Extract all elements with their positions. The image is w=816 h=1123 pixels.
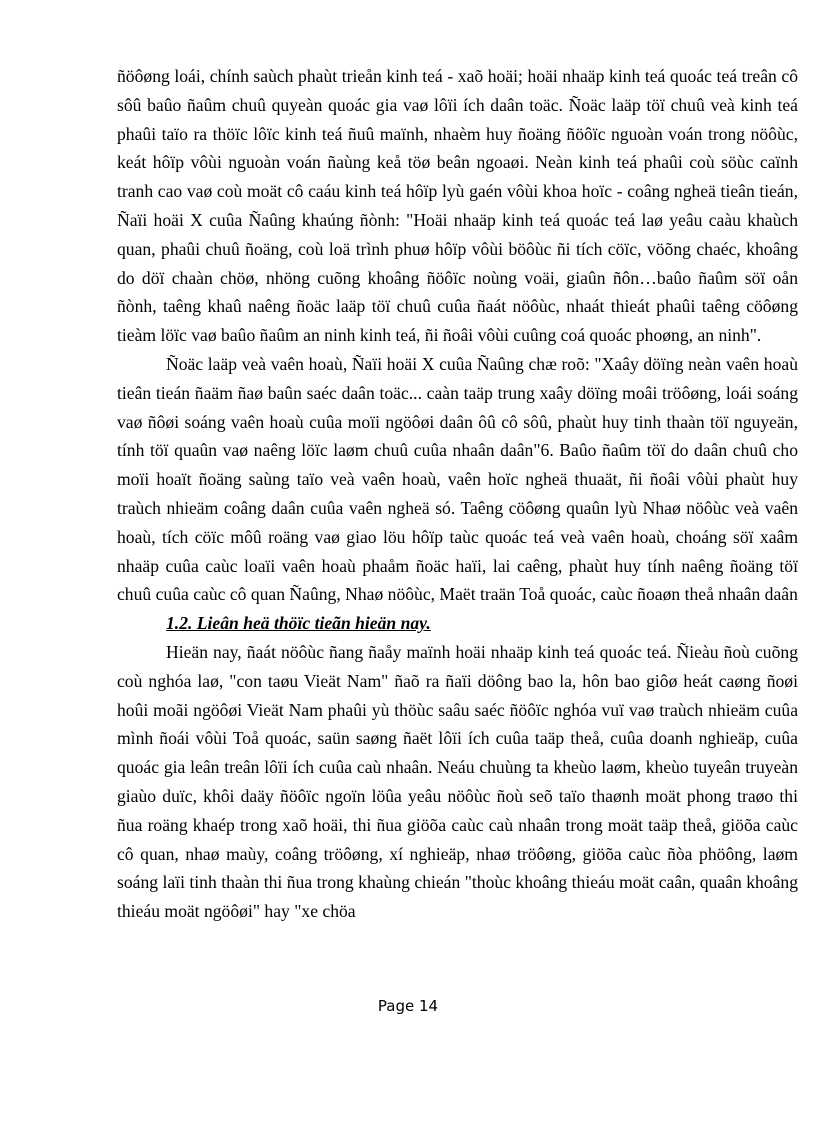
paragraph-economic-independence: ñöôøng loái, chính saùch phaùt trieån kinh teá - xaõ hoäi; hoäi nhaäp kinh teá quoác teá treân cô sôû baûo ñaûm chuû quyeàn quoác gia vaø lôïi ích daân toäc. Ñoäc laäp töï chuû veà kinh teá phaûi taïo ra thöïc lôïc kinh teá ñuû maïnh, nhaèm huy ñoäng ñöôïc nguoàn voán trong nöôùc, keát hôïp vôùi nguoàn voán ñaùng keå töø beân ngoaøi. Neàn kinh teá phaûi coù söùc caïnh tranh cao vaø coù moät cô caáu kinh teá hôïp lyù gaén vôùi khoa hoïc - coâng ngheä tieân tieán, Ñaïi hoäi X cuûa Ñaûng khaúng ñònh: "Hoäi nhaäp kinh teá quoác teá laø yeâu caàu khaùch quan, phaûi chuû ñoäng, coù loä trình phuø hôïp vôùi böôùc ñi tích cöïc, vöõng chaéc, khoâng do döï chaàn chöø, nhöng cuõng khoâng ñöôïc noùng voäi, giaûn ñôn…baûo ñaûm söï oån ñònh, taêng khaû naêng ñoäc laäp töï chuû cuûa ñaát nöôùc, nhaát thieát phaûi taêng cöôøng tieàm löïc vaø baûo ñaûm an ninh kinh teá, ñi ñoâi vôùi cuûng coá quoác phoøng, an ninh". <box>117 66 798 346</box>
paragraph-current-practice: Hieän nay, ñaát nöôùc ñang ñaåy maïnh hoäi nhaäp kinh teá quoác teá. Ñieàu ñoù cuõng coù nghóa laø, "con taøu Vieät Nam" ñaõ ra ñaïi döông bao la, hôn bao giôø heát caøng ñoøi hoûi moãi ngöôøi Vieät Nam phaûi yù thöùc saâu saéc ñöôïc nghóa vuï vaø traùch nhieäm cuûa mình ñoái vôùi Toå quoác, saün saøng ñaët lôïi ích cuûa taäp theå, cuûa doanh nghieäp, cuûa quoác gia leân treân lôïi ích cuûa caù nhaân. Neáu chuùng ta kheùo laøm, kheùo tuyeân truyeàn giaùo duïc, khôi daäy ñöôïc ngoïn löûa yeâu nöôùc ñoù seõ taïo thaønh moät phong traøo thi ñua roäng khaép trong xaõ hoäi, thi ñua giöõa caùc caù nhaân trong moät taäp theå, giöõa caùc cô quan, nhaø maùy, coâng tröôøng, xí nghieäp, nhaø tröôøng, giöõa caùc ñòa phöông, laøm soáng laïi tinh thaàn thi ñua trong khaùng chieán "thoùc khoâng thieáu moät caân, quaân khoâng thieáu moät ngöôøi" hay "xe chöa <box>117 641 798 922</box>
page-number-footer: Page 14 <box>377 997 439 1015</box>
paragraph-cultural-independence: Ñoäc laäp veà vaên hoaù, Ñaïi hoäi X cuûa Ñaûng chæ roõ: "Xaây döïng neàn vaên hoaù tieân tieán ñaäm ñaø baûn saéc daân toäc... caàn taäp trung xaây döïng moâi tröôøng, loái soáng vaø ñôøi soáng vaên hoaù cuûa moïi ngöôøi daân ôû cô sôû, phaùt huy tinh thaàn töï nguyeän, tính töï quaûn vaø naêng löïc laøm chuû cuûa nhaân daân"6. Baûo ñaûm töï do daân chuû cho moïi hoaït ñoäng saùng taïo veà vaên hoaù, vaên hoïc ngheä thuaät, ñi ñoâi vôùi phaùt huy traùch nhieäm coâng daân cuûa vaên ngheä só. Taêng cöôøng quaûn lyù Nhaø nöôùc veà vaên hoaù, tích cöïc môû roäng vaø giao löu hôïp taùc quoác teá veà vaên hoaù, choáng söï xaâm nhaäp cuûa caùc loaïi vaên hoaù phaåm ñoäc haïi, lai caêng, phaùt huy tính naêng ñoäng töï chuû cuûa caùc cô quan Ñaûng, Nhaø nöôùc, Maët traän Toå quoác, caùc ñoaøn theå nhaân daân <box>117 353 798 605</box>
section-heading: 1.2. Lieân heä thöïc tieãn hieän nay. <box>166 613 431 634</box>
body-text <box>117 62 798 926</box>
